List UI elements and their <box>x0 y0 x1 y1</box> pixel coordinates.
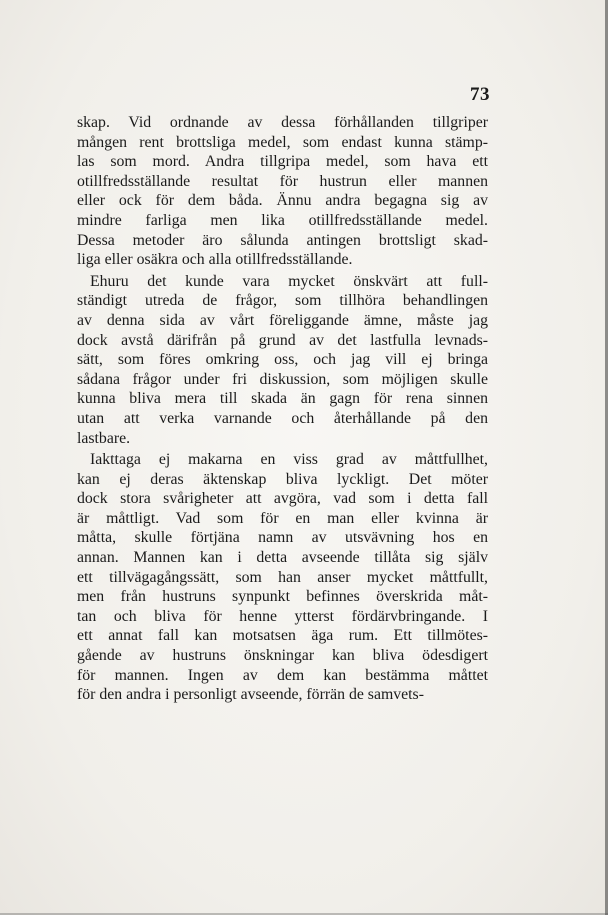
text-line: dock avstå därifrån på grund av det lastfulla levnads- <box>77 331 488 349</box>
text-line: ett tillvägagångssätt, som han anser mycket måttfullt, <box>77 568 488 586</box>
text-line: Dessa metoder äro sålunda antingen brottsligt skad- <box>77 231 488 249</box>
text-line: är måttligt. Vad som för en man eller kvinna är <box>77 509 488 527</box>
text-line: skap. Vid ordnande av dessa förhållanden tillgriper <box>77 114 488 131</box>
text-line: sätt, som föres omkring oss, och jag vill ej bringa <box>77 351 488 369</box>
text-line: otillfredsställande resultat för hustrun eller mannen <box>77 172 488 190</box>
text-line: sådana frågor under fri diskussion, som möjligen skulle <box>77 370 488 388</box>
text-line: men från hustruns synpunkt befinnes överskrida måt- <box>77 588 488 606</box>
text-line: dock stora svårigheter att avgöra, vad som i detta fall <box>77 490 488 508</box>
text-line: lastbare. <box>77 429 131 447</box>
page-number: 73 <box>470 84 490 105</box>
body-text <box>77 113 488 705</box>
text-line: eller ock för dem båda. Ännu andra begagna sig av <box>77 192 488 210</box>
text-line: liga eller osäkra och alla otillfredsställande. <box>77 251 353 269</box>
text-line: gående av hustruns önskningar kan bliva ödesdigert <box>77 647 488 665</box>
text-line: kan ej deras äktenskap bliva lyckligt. Det möter <box>77 470 488 488</box>
text-line: las som mord. Andra tillgripa medel, som hava ett <box>77 153 488 171</box>
text-line: Ehuru det kunde vara mycket önskvärt att full- <box>90 272 488 290</box>
text-line: för den andra i personligt avseende, förrän de samvets- <box>77 686 424 704</box>
text-line: Iakttaga ej makarna en viss grad av måttfullhet, <box>90 451 488 469</box>
text-line: ett annat fall kan motsatsen äga rum. Ett tillmötes- <box>77 627 488 645</box>
text-line: kunna bliva mera till skada än gagn för rena sinnen <box>77 390 488 408</box>
paragraph <box>77 113 488 270</box>
text-line: utan att verka varnande och återhållande på den <box>77 409 488 427</box>
text-line: måtta, skulle förtjäna namn av utsvävning hos en <box>77 529 488 547</box>
text-line: ständigt utreda de frågor, som tillhöra behandlingen <box>77 292 488 310</box>
text-line: annan. Mannen kan i detta avseende tillåta sig själv <box>77 549 488 567</box>
paragraph <box>77 450 488 705</box>
text-line: tan och bliva för henne ytterst fördärvbringande. I <box>77 607 488 625</box>
paragraph <box>77 272 488 448</box>
text-line: för mannen. Ingen av dem kan bestämma måttet <box>77 666 488 684</box>
text-line: mindre farliga men lika otillfredsställande medel. <box>77 211 488 229</box>
text-line: mången rent brottsliga medel, som endast kunna stämp- <box>77 133 488 151</box>
text-line: av denna sida av vårt föreliggande ämne, måste jag <box>77 311 488 329</box>
